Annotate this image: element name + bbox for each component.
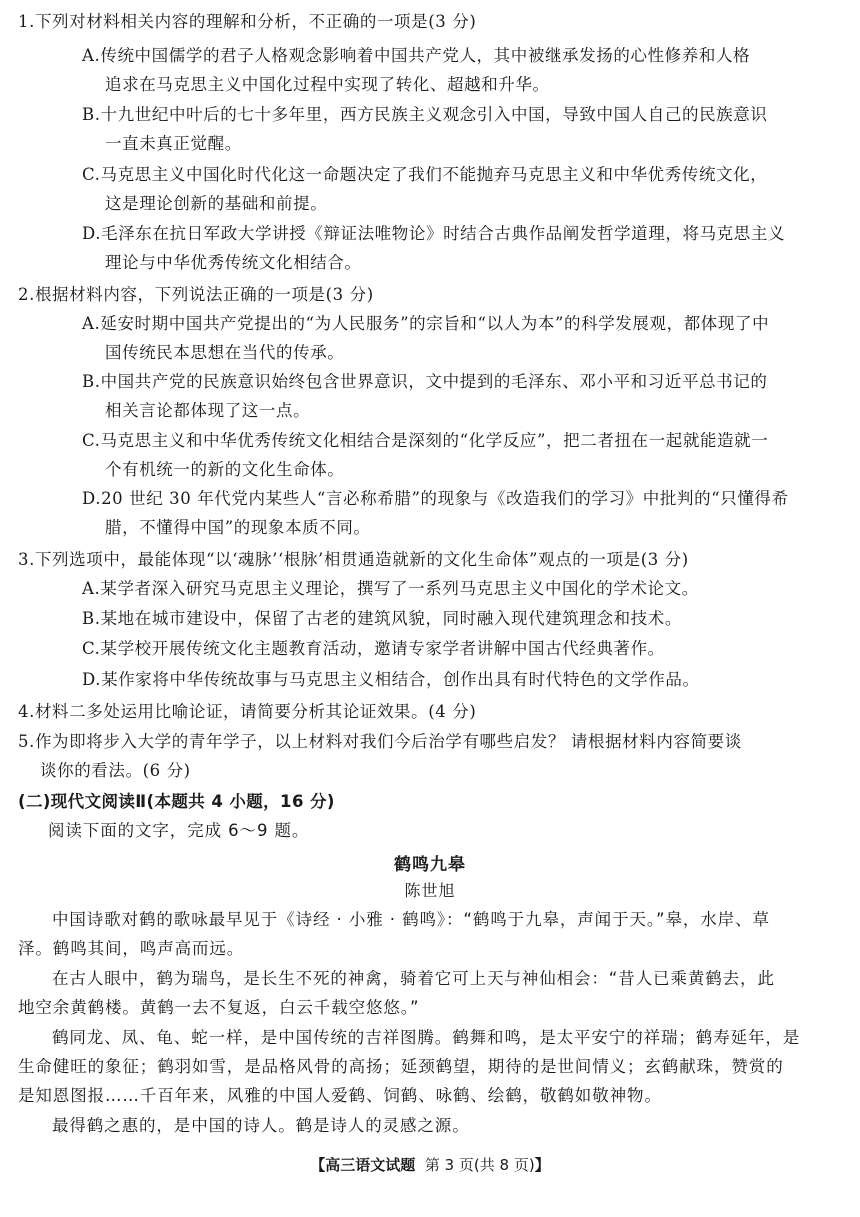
q3-option-b: B.某地在城市建设中，保留了古老的建筑风貌，同时融入现代建筑理念和技术。 bbox=[82, 609, 682, 628]
question-2-stem: 2.根据材料内容，下列说法正确的一项是(3 分) bbox=[18, 285, 374, 304]
footer-bracket-open: 【 bbox=[310, 1156, 326, 1174]
paragraph-1-line1: 中国诗歌对鹤的歌咏最早见于《诗经 · 小雅 · 鹤鸣》：“鹤鸣于九皋，声闻于天。”皋，水岸、草 bbox=[52, 910, 770, 929]
q2-option-b-line1: B.中国共产党的民族意识始终包含世界意识，文中提到的毛泽东、邓小平和习近平总书记的 bbox=[82, 372, 768, 391]
question-3-stem: 3.下列选项中，最能体现“以‘魂脉’‘根脉’相贯通造就新的文化生命体”观点的一项是(3 分) bbox=[18, 550, 689, 569]
q1-option-a-line1: A.传统中国儒学的君子人格观念影响着中国共产党人，其中被继承发扬的心性修养和人格 bbox=[82, 46, 751, 65]
paragraph-2-line2: 地空余黄鹤楼。黄鹤一去不复返，白云千载空悠悠。” bbox=[18, 998, 420, 1017]
q2-option-d-line1: D.20 世纪 30 年代党内某些人“言必称希腊”的现象与《改造我们的学习》中批判的“只懂得希 bbox=[82, 489, 789, 508]
q3-option-c: C.某学校开展传统文化主题教育活动，邀请专家学者讲解中国古代经典著作。 bbox=[82, 639, 665, 658]
q2-option-a-line1: A.延安时期中国共产党提出的“为人民服务”的宗旨和“以人为本”的科学发展观，都体现了中 bbox=[82, 314, 770, 333]
q1-option-d-line1: D.毛泽东在抗日军政大学讲授《辩证法唯物论》时结合古典作品阐发哲学道理，将马克思主义 bbox=[82, 224, 786, 243]
q3-option-a: A.某学者深入研究马克思主义理论，撰写了一系列马克思主义中国化的学术论文。 bbox=[82, 579, 699, 598]
footer-bracket-close: 】 bbox=[534, 1156, 550, 1174]
q1-option-b-line1: B.十九世纪中叶后的七十多年里，西方民族主义观念引入中国，导致中国人自己的民族意识 bbox=[82, 105, 768, 124]
paragraph-1-line2: 泽。鹤鸣其间，鸣声高而远。 bbox=[18, 939, 245, 958]
reading-instruction: 阅读下面的文字，完成 6～9 题。 bbox=[48, 821, 310, 840]
q1-option-c-line1: C.马克思主义中国化时代化这一命题决定了我们不能抛弃马克思主义和中华优秀传统文化， bbox=[82, 165, 768, 184]
question-4: 4.材料二多处运用比喻论证，请简要分析其论证效果。(4 分) bbox=[18, 702, 477, 721]
paragraph-4-line1: 最得鹤之惠的，是中国的诗人。鹤是诗人的灵感之源。 bbox=[52, 1116, 470, 1135]
q1-option-b-line2: 一直未真正觉醒。 bbox=[105, 134, 242, 153]
q2-option-c-line2: 个有机统一的新的文化生命体。 bbox=[105, 460, 345, 479]
paragraph-2-line1: 在古人眼中，鹤为瑞鸟，是长生不死的神禽，骑着它可上天与神仙相会：“昔人已乘黄鹤去，此 bbox=[52, 969, 775, 988]
q1-option-a-line2: 追求在马克思主义中国化过程中实现了转化、超越和升华。 bbox=[105, 75, 550, 94]
q2-option-d-line2: 腊，不懂得中国”的现象本质不同。 bbox=[105, 518, 371, 537]
q1-option-d-line2: 理论与中华优秀传统文化相结合。 bbox=[105, 253, 362, 272]
article-title: 鹤鸣九皋 bbox=[394, 855, 466, 875]
footer-page-number: 第 3 页(共 8 页) bbox=[424, 1156, 535, 1174]
question-5-line2: 谈你的看法。(6 分) bbox=[40, 761, 191, 780]
paragraph-3-line1: 鹤同龙、凤、龟、蛇一样，是中国传统的吉祥图腾。鹤舞和鸣，是太平安宁的祥瑞；鹤寿延年，是 bbox=[52, 1028, 801, 1047]
q3-option-d: D.某作家将中华传统故事与马克思主义相结合，创作出具有时代特色的文学作品。 bbox=[82, 670, 700, 689]
q2-option-b-line2: 相关言论都体现了这一点。 bbox=[105, 401, 311, 420]
paragraph-3-line2: 生命健旺的象征；鹤羽如雪，是品格风骨的高扬；延颈鹤望，期待的是世间情义；玄鹤献珠，赞赏的 bbox=[18, 1057, 784, 1076]
q2-option-a-line2: 国传统民本思想在当代的传承。 bbox=[105, 343, 345, 362]
section-heading: (二)现代文阅读Ⅱ(本题共 4 小题，16 分) bbox=[18, 792, 335, 811]
q1-option-c-line2: 这是理论创新的基础和前提。 bbox=[105, 194, 328, 213]
q2-option-c-line1: C.马克思主义和中华优秀传统文化相结合是深刻的“化学反应”，把二者扭在一起就能造就一 bbox=[82, 431, 769, 450]
paragraph-3-line3: 是知恩图报……千百年来，风雅的中国人爱鹤、饲鹤、咏鹤、绘鹤，敬鹤如敬神物。 bbox=[18, 1086, 662, 1105]
question-5-line1: 5.作为即将步入大学的青年学子，以上材料对我们今后治学有哪些启发？ 请根据材料内容简要谈 bbox=[18, 732, 742, 751]
article-author: 陈世旭 bbox=[404, 881, 456, 900]
question-1-stem: 1.下列对材料相关内容的理解和分析，不正确的一项是(3 分) bbox=[18, 12, 477, 31]
footer-exam-name: 高三语文试题 bbox=[325, 1156, 416, 1174]
page-footer bbox=[0, 1154, 860, 1175]
